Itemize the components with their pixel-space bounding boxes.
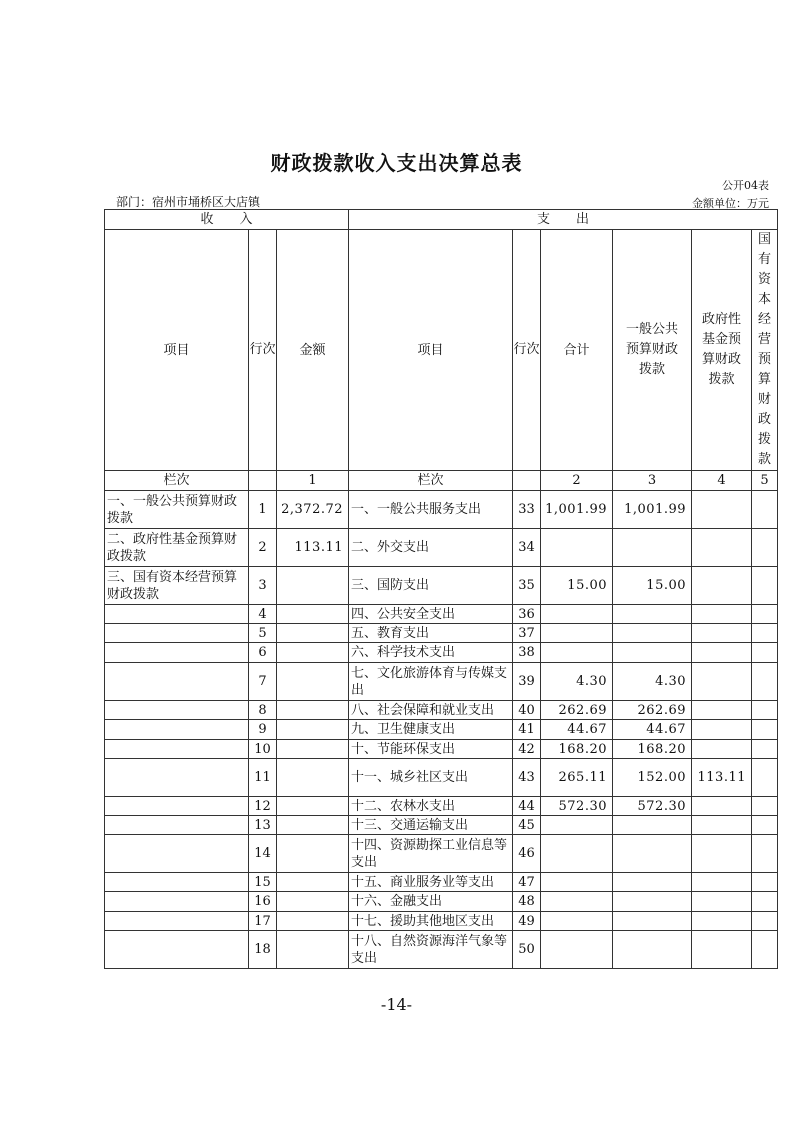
cell-fund-budget (692, 835, 752, 873)
cell-income-line: 3 (249, 567, 277, 605)
cell-exp-item: 十六、金融支出 (349, 892, 513, 912)
cell-general-budget: 4.30 (613, 663, 692, 701)
cell-exp-item: 十五、商业服务业等支出 (349, 873, 513, 892)
cell-income-item (105, 759, 249, 797)
cell-general-budget: 44.67 (613, 720, 692, 740)
table-row (105, 931, 778, 969)
cell-general-budget (613, 912, 692, 931)
cell-fund-budget (692, 931, 752, 969)
cell-income-line: 5 (249, 624, 277, 643)
cell-income-item (105, 912, 249, 931)
cell-income-item (105, 624, 249, 643)
cell-income-item (105, 835, 249, 873)
cell-state-capital-budget (752, 720, 778, 740)
cell-income-amount (277, 797, 349, 816)
cell-income-item: 二、政府性基金预算财政拨款 (105, 529, 249, 567)
cell-exp-item: 十三、交通运输支出 (349, 816, 513, 835)
cell-exp-item: 十二、农林水支出 (349, 797, 513, 816)
cell-state-capital-budget (752, 624, 778, 643)
cell-fund-budget (692, 605, 752, 624)
cell-total (541, 931, 613, 969)
cell-state-capital-budget (752, 529, 778, 567)
cell-income-amount (277, 643, 349, 663)
cell-fund-budget (692, 873, 752, 892)
cell-general-budget: 168.20 (613, 740, 692, 759)
cell-exp-line: 44 (513, 797, 541, 816)
page-title: 财政拨款收入支出决算总表 (270, 151, 523, 175)
cell-income-line: 9 (249, 720, 277, 740)
cell-exp-line: 37 (513, 624, 541, 643)
table-row (105, 529, 778, 567)
cell-income-amount (277, 663, 349, 701)
cell-state-capital-budget (752, 567, 778, 605)
cell-total: 15.00 (541, 567, 613, 605)
index-label-right: 栏次 (349, 471, 513, 491)
cell-income-amount (277, 567, 349, 605)
cell-fund-budget (692, 567, 752, 605)
cell-exp-item: 三、国防支出 (349, 567, 513, 605)
cell-exp-line: 50 (513, 931, 541, 969)
cell-income-item (105, 605, 249, 624)
cell-exp-item: 十、节能环保支出 (349, 740, 513, 759)
cell-fund-budget (692, 912, 752, 931)
cell-total (541, 605, 613, 624)
cell-exp-item: 六、科学技术支出 (349, 643, 513, 663)
cell-general-budget (613, 624, 692, 643)
cell-income-line: 18 (249, 931, 277, 969)
cell-fund-budget (692, 892, 752, 912)
cell-general-budget: 572.30 (613, 797, 692, 816)
cell-state-capital-budget (752, 797, 778, 816)
cell-general-budget: 1,001.99 (613, 491, 692, 529)
col-header-exp-item: 项目 (349, 230, 513, 471)
form-number: 公开04表 (722, 179, 769, 192)
column-index-row (105, 471, 778, 491)
table-row (105, 835, 778, 873)
cell-exp-line: 49 (513, 912, 541, 931)
cell-income-amount (277, 835, 349, 873)
cell-income-amount (277, 605, 349, 624)
cell-total (541, 892, 613, 912)
cell-income-item (105, 643, 249, 663)
cell-fund-budget (692, 797, 752, 816)
cell-exp-line: 48 (513, 892, 541, 912)
col-header-fund-budget: 政府性基金预算财政拨款 (692, 230, 752, 471)
cell-income-line: 12 (249, 797, 277, 816)
cell-exp-line: 47 (513, 873, 541, 892)
cell-total (541, 529, 613, 567)
cell-income-item (105, 663, 249, 701)
table-row (105, 720, 778, 740)
cell-income-item (105, 701, 249, 720)
cell-income-item: 三、国有资本经营预算财政拨款 (105, 567, 249, 605)
cell-exp-line: 41 (513, 720, 541, 740)
cell-income-amount (277, 701, 349, 720)
cell-exp-line: 40 (513, 701, 541, 720)
cell-income-amount: 113.11 (277, 529, 349, 567)
cell-total: 4.30 (541, 663, 613, 701)
table-row (105, 643, 778, 663)
cell-income-line: 13 (249, 816, 277, 835)
department-label: 部门：宿州市埇桥区大店镇 (116, 195, 261, 209)
cell-exp-line: 38 (513, 643, 541, 663)
cell-income-line: 17 (249, 912, 277, 931)
cell-total (541, 912, 613, 931)
cell-income-line: 16 (249, 892, 277, 912)
cell-general-budget (613, 892, 692, 912)
cell-fund-budget (692, 720, 752, 740)
cell-fund-budget (692, 624, 752, 643)
cell-general-budget (613, 643, 692, 663)
index-blank-left (249, 471, 277, 491)
cell-state-capital-budget (752, 816, 778, 835)
cell-total: 44.67 (541, 720, 613, 740)
cell-state-capital-budget (752, 912, 778, 931)
cell-general-budget (613, 605, 692, 624)
cell-exp-line: 43 (513, 759, 541, 797)
cell-state-capital-budget (752, 835, 778, 873)
cell-general-budget (613, 873, 692, 892)
page-number: -14- (380, 995, 413, 1014)
cell-exp-item: 十七、援助其他地区支出 (349, 912, 513, 931)
cell-exp-line: 39 (513, 663, 541, 701)
col-header-income-amount: 金额 (277, 230, 349, 471)
cell-fund-budget (692, 740, 752, 759)
cell-income-line: 15 (249, 873, 277, 892)
cell-fund-budget (692, 816, 752, 835)
cell-general-budget (613, 816, 692, 835)
cell-exp-item: 一、一般公共服务支出 (349, 491, 513, 529)
col-header-state-capital-budget: 国有资本经营预算财政拨款 (752, 230, 778, 471)
col-header-income-line: 行次 (249, 230, 277, 471)
cell-exp-item: 二、外交支出 (349, 529, 513, 567)
cell-state-capital-budget (752, 873, 778, 892)
cell-exp-line: 45 (513, 816, 541, 835)
cell-income-amount (277, 624, 349, 643)
table-row (105, 912, 778, 931)
cell-exp-line: 34 (513, 529, 541, 567)
cell-fund-budget (692, 529, 752, 567)
expenditure-section-header: 支 出 (349, 210, 778, 230)
cell-exp-item: 十八、自然资源海洋气象等支出 (349, 931, 513, 969)
table-row (105, 701, 778, 720)
cell-exp-item: 十四、资源勘探工业信息等支出 (349, 835, 513, 873)
table-row (105, 663, 778, 701)
cell-income-amount (277, 720, 349, 740)
index-5: 5 (752, 471, 778, 491)
index-blank-right (513, 471, 541, 491)
col-header-exp-line: 行次 (513, 230, 541, 471)
cell-income-amount (277, 740, 349, 759)
cell-income-item (105, 740, 249, 759)
col-header-general-budget: 一般公共预算财政拨款 (613, 230, 692, 471)
table-row (105, 816, 778, 835)
table-row (105, 624, 778, 643)
cell-income-item (105, 816, 249, 835)
cell-exp-item: 五、教育支出 (349, 624, 513, 643)
index-label-left: 栏次 (105, 471, 249, 491)
col-header-income-item: 项目 (105, 230, 249, 471)
cell-exp-item: 八、社会保障和就业支出 (349, 701, 513, 720)
cell-income-item (105, 720, 249, 740)
cell-income-line: 6 (249, 643, 277, 663)
cell-total: 262.69 (541, 701, 613, 720)
cell-general-budget: 262.69 (613, 701, 692, 720)
cell-income-line: 10 (249, 740, 277, 759)
cell-fund-budget (692, 663, 752, 701)
cell-income-amount (277, 931, 349, 969)
cell-total: 1,001.99 (541, 491, 613, 529)
cell-income-line: 1 (249, 491, 277, 529)
cell-exp-line: 46 (513, 835, 541, 873)
index-4: 4 (692, 471, 752, 491)
cell-fund-budget (692, 701, 752, 720)
cell-state-capital-budget (752, 605, 778, 624)
table-row (105, 605, 778, 624)
cell-state-capital-budget (752, 740, 778, 759)
cell-fund-budget (692, 643, 752, 663)
income-section-header: 收 入 (105, 210, 349, 230)
index-3: 3 (613, 471, 692, 491)
cell-state-capital-budget (752, 931, 778, 969)
cell-total (541, 835, 613, 873)
cell-fund-budget: 113.11 (692, 759, 752, 797)
section-header-row (105, 210, 778, 230)
cell-state-capital-budget (752, 663, 778, 701)
cell-income-item: 一、一般公共预算财政拨款 (105, 491, 249, 529)
amount-unit-label: 金额单位：万元 (692, 197, 769, 210)
cell-total (541, 643, 613, 663)
cell-general-budget (613, 931, 692, 969)
table-row (105, 491, 778, 529)
cell-exp-item: 九、卫生健康支出 (349, 720, 513, 740)
cell-income-line: 7 (249, 663, 277, 701)
cell-total: 265.11 (541, 759, 613, 797)
cell-state-capital-budget (752, 701, 778, 720)
cell-state-capital-budget (752, 759, 778, 797)
cell-total (541, 624, 613, 643)
cell-state-capital-budget (752, 892, 778, 912)
cell-income-item (105, 892, 249, 912)
cell-exp-line: 42 (513, 740, 541, 759)
cell-general-budget: 152.00 (613, 759, 692, 797)
cell-income-item (105, 797, 249, 816)
index-1: 1 (277, 471, 349, 491)
cell-state-capital-budget (752, 643, 778, 663)
cell-general-budget (613, 835, 692, 873)
table-row (105, 892, 778, 912)
cell-exp-item: 十一、城乡社区支出 (349, 759, 513, 797)
cell-exp-item: 四、公共安全支出 (349, 605, 513, 624)
cell-income-line: 11 (249, 759, 277, 797)
table-row (105, 759, 778, 797)
cell-total (541, 873, 613, 892)
index-2: 2 (541, 471, 613, 491)
table-row (105, 873, 778, 892)
column-header-row (105, 230, 778, 471)
cell-exp-item: 七、文化旅游体育与传媒支出 (349, 663, 513, 701)
cell-income-item (105, 931, 249, 969)
cell-general-budget (613, 529, 692, 567)
table-row (105, 740, 778, 759)
cell-general-budget: 15.00 (613, 567, 692, 605)
table-row (105, 567, 778, 605)
cell-income-line: 14 (249, 835, 277, 873)
cell-state-capital-budget (752, 491, 778, 529)
cell-exp-line: 35 (513, 567, 541, 605)
cell-income-item (105, 873, 249, 892)
cell-total: 168.20 (541, 740, 613, 759)
cell-exp-line: 33 (513, 491, 541, 529)
cell-income-line: 2 (249, 529, 277, 567)
cell-income-amount (277, 873, 349, 892)
cell-income-line: 8 (249, 701, 277, 720)
cell-total: 572.30 (541, 797, 613, 816)
cell-total (541, 816, 613, 835)
cell-exp-line: 36 (513, 605, 541, 624)
cell-income-amount: 2,372.72 (277, 491, 349, 529)
cell-income-amount (277, 816, 349, 835)
cell-income-amount (277, 759, 349, 797)
cell-fund-budget (692, 491, 752, 529)
cell-income-amount (277, 912, 349, 931)
cell-income-line: 4 (249, 605, 277, 624)
table-row (105, 797, 778, 816)
fiscal-summary-table (104, 209, 778, 969)
col-header-total: 合计 (541, 230, 613, 471)
cell-income-amount (277, 892, 349, 912)
